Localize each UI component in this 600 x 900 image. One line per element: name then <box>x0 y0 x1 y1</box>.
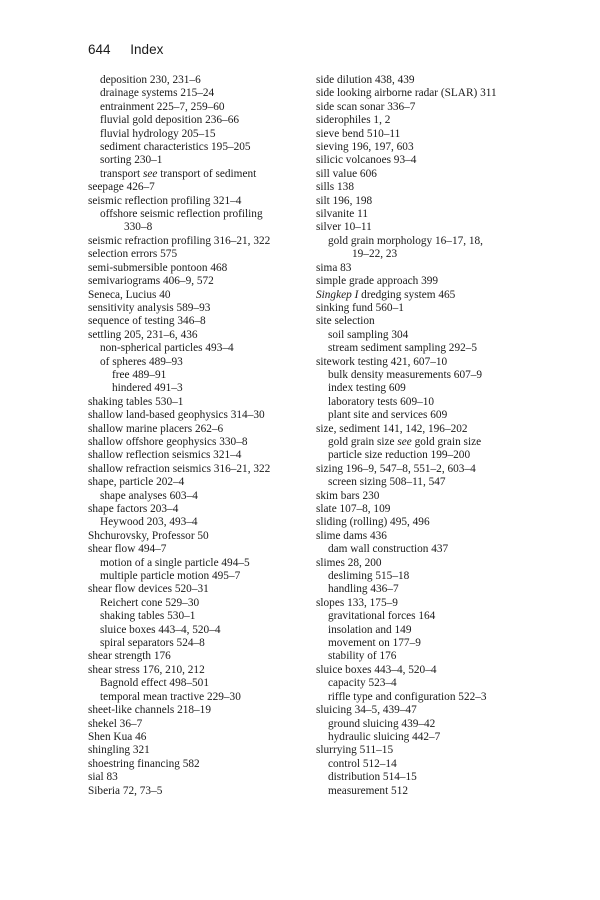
index-entry: Siberia 72, 73–5 <box>88 784 163 797</box>
entry-text-part: Singkep I <box>316 288 359 301</box>
index-subentry: fluvial gold deposition 236–66 <box>100 114 240 127</box>
index-subentry: riffle type and configuration 522–3 <box>328 690 487 703</box>
index-subentry: distribution 514–15 <box>328 771 417 784</box>
index-entry: shape factors 203–4 <box>88 503 179 515</box>
index-entry: silvanite 11 <box>316 208 368 221</box>
index-subentry: 330–8 <box>124 221 153 234</box>
index-entry: shekel 36–7 <box>88 717 143 730</box>
entry-text-part: gold grain size <box>411 435 482 448</box>
index-subentry: free 489–91 <box>112 368 167 381</box>
index-subentry: drainage systems 215–24 <box>100 87 215 100</box>
index-entry: slurrying 511–15 <box>316 744 394 757</box>
index-entry: siderophiles 1, 2 <box>316 114 391 127</box>
index-subentry: spiral separators 524–8 <box>100 637 205 650</box>
index-subentry: shape analyses 603–4 <box>100 489 198 502</box>
index-subentry: temporal mean tractive 229–30 <box>100 690 241 703</box>
index-subentry: handling 436–7 <box>328 583 399 596</box>
page-number: 644 <box>88 42 111 57</box>
index-entry: sluicing 34–5, 439–47 <box>316 704 417 717</box>
index-entry: silt 196, 198 <box>316 194 373 207</box>
index-entry: slate 107–8, 109 <box>316 503 391 515</box>
index-subentry: stream sediment sampling 292–5 <box>328 342 478 355</box>
index-column-right <box>316 74 540 798</box>
index-entry: sitework testing 421, 607–10 <box>316 355 448 368</box>
index-subentry: 19–22, 23 <box>352 248 398 261</box>
index-subentry: shaking tables 530–1 <box>100 610 196 623</box>
index-entry: sima 83 <box>316 261 352 274</box>
entry-text-part: see <box>397 435 412 448</box>
index-entry: shallow offshore geophysics 330–8 <box>88 435 248 448</box>
index-subentry: offshore seismic reflection profiling <box>100 208 263 221</box>
index-subentry: insolation and 149 <box>328 623 412 636</box>
index-entry: sinking fund 560–1 <box>316 301 404 314</box>
index-entry: shear stress 176, 210, 212 <box>88 663 205 676</box>
index-subentry: laboratory tests 609–10 <box>328 395 435 408</box>
index-entry: shallow refraction seismics 316–21, 322 <box>88 462 271 475</box>
index-subentry <box>316 436 540 449</box>
index-entry: settling 205, 231–6, 436 <box>88 328 198 341</box>
index-entry: slopes 133, 175–9 <box>316 596 398 609</box>
index-entry: shaking tables 530–1 <box>88 395 184 408</box>
index-entry: sequence of testing 346–8 <box>88 315 206 328</box>
entry-text-part: see <box>142 167 158 180</box>
index-entry: side looking airborne radar (SLAR) 311 <box>316 87 497 100</box>
index-entry: sliding (rolling) 495, 496 <box>316 516 430 529</box>
index-entry: sluice boxes 443–4, 520–4 <box>316 663 437 676</box>
index-subentry <box>88 168 302 181</box>
index-entry: silver 10–11 <box>316 221 372 234</box>
index-subentry: gold grain morphology 16–17, 18, <box>328 234 484 247</box>
index-subentry: screen sizing 508–11, 547 <box>328 476 446 489</box>
index-entry <box>316 289 540 302</box>
index-subentry: hydraulic sluicing 442–7 <box>328 730 441 743</box>
index-entry: shear flow devices 520–31 <box>88 583 209 596</box>
index-entry: sizing 196–9, 547–8, 551–2, 603–4 <box>316 462 476 475</box>
index-entry: slime dams 436 <box>316 529 387 542</box>
index-entry: semi-submersible pontoon 468 <box>88 261 228 274</box>
index-entry: seepage 426–7 <box>88 181 155 194</box>
index-entry: size, sediment 141, 142, 196–202 <box>316 422 468 435</box>
index-subentry: stability of 176 <box>328 650 397 663</box>
index-subentry: hindered 491–3 <box>112 382 183 395</box>
index-entry: sieving 196, 197, 603 <box>316 141 414 154</box>
index-entry: slimes 28, 200 <box>316 556 382 569</box>
index-entry: shallow marine placers 262–6 <box>88 422 224 435</box>
index-entry: site selection <box>316 315 375 328</box>
index-subentry: measurement 512 <box>328 784 408 797</box>
index-entry: shear flow 494–7 <box>88 543 167 556</box>
index-subentry: plant site and services 609 <box>328 409 448 422</box>
index-subentry: particle size reduction 199–200 <box>328 449 471 462</box>
index-entry: sensitivity analysis 589–93 <box>88 301 211 314</box>
index-entry: side scan sonar 336–7 <box>316 100 416 113</box>
index-subentry: deposition 230, 231–6 <box>100 74 201 86</box>
entry-text-part: gold grain size <box>328 435 398 448</box>
index-entry: Shchurovsky, Professor 50 <box>88 529 209 542</box>
index-entry: seismic refraction profiling 316–21, 322 <box>88 234 271 247</box>
index-subentry: soil sampling 304 <box>328 328 409 341</box>
index-entry: Shen Kua 46 <box>88 730 147 743</box>
index-subentry: Bagnold effect 498–501 <box>100 677 209 690</box>
index-subentry: entrainment 225–7, 259–60 <box>100 100 225 113</box>
index-entry: skim bars 230 <box>316 489 380 502</box>
running-header <box>88 42 163 57</box>
index-entry: shape, particle 202–4 <box>88 476 185 489</box>
index-entry: selection errors 575 <box>88 248 178 261</box>
index-subentry: of spheres 489–93 <box>100 355 183 368</box>
index-entry: sill value 606 <box>316 167 377 180</box>
index-subentry: multiple particle motion 495–7 <box>100 570 241 583</box>
entry-text-part: transport <box>100 167 143 180</box>
index-entry: silicic volcanoes 93–4 <box>316 154 417 167</box>
index-entry: sheet-like channels 218–19 <box>88 704 211 717</box>
index-subentry: fluvial hydrology 205–15 <box>100 127 216 140</box>
running-title: Index <box>130 42 164 57</box>
index-subentry: control 512–14 <box>328 757 397 770</box>
index-subentry: non-spherical particles 493–4 <box>100 342 234 355</box>
entry-text-part: dredging system 465 <box>358 288 456 301</box>
index-entry: shallow land-based geophysics 314–30 <box>88 409 265 422</box>
index-subentry: index testing 609 <box>328 382 406 395</box>
index-subentry: sorting 230–1 <box>100 154 163 167</box>
index-entry: Seneca, Lucius 40 <box>88 288 171 301</box>
index-subentry: dam wall construction 437 <box>328 543 449 556</box>
index-entry: shingling 321 <box>88 744 150 757</box>
index-subentry: bulk density measurements 607–9 <box>328 368 483 381</box>
index-subentry: desliming 515–18 <box>328 570 410 583</box>
index-subentry: Reichert cone 529–30 <box>100 596 200 609</box>
index-entry: sieve bend 510–11 <box>316 127 401 140</box>
index-entry: semivariograms 406–9, 572 <box>88 275 214 288</box>
index-entry: shallow reflection seismics 321–4 <box>88 449 242 462</box>
index-subentry: gravitational forces 164 <box>328 610 436 623</box>
index-entry: sial 83 <box>88 771 118 784</box>
index-subentry: ground sluicing 439–42 <box>328 717 436 730</box>
index-subentry: motion of a single particle 494–5 <box>100 556 250 569</box>
index-entry: side dilution 438, 439 <box>316 74 415 86</box>
index-subentry: capacity 523–4 <box>328 677 397 690</box>
index-entry: shear strength 176 <box>88 650 171 663</box>
index-entry: seismic reflection profiling 321–4 <box>88 194 242 207</box>
index-subentry: movement on 177–9 <box>328 637 421 650</box>
index-entry: sills 138 <box>316 181 354 194</box>
index-subentry: sediment characteristics 195–205 <box>100 141 251 154</box>
index-entry: simple grade approach 399 <box>316 275 439 288</box>
index-subentry: sluice boxes 443–4, 520–4 <box>100 623 221 636</box>
entry-text-part: transport of sediment <box>157 167 257 180</box>
index-entry: shoestring financing 582 <box>88 757 200 770</box>
index-subentry: Heywood 203, 493–4 <box>100 516 198 529</box>
index-column-left <box>88 74 302 798</box>
